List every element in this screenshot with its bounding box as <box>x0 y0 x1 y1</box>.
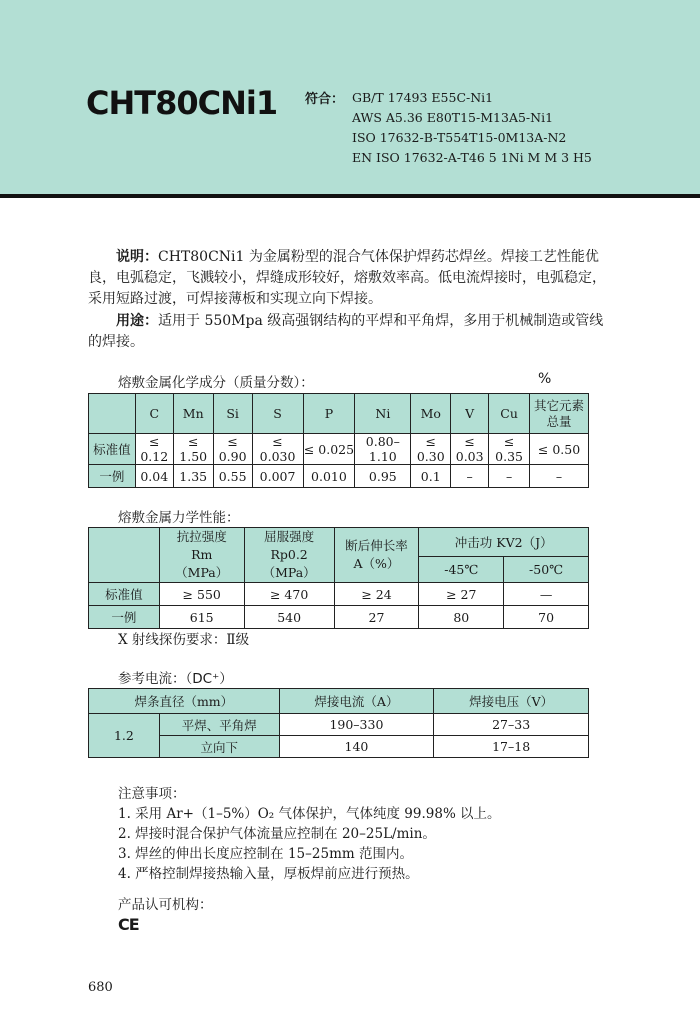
current-header-voltage: 焊接电压（V） <box>434 689 589 714</box>
chem-cell: – <box>489 465 530 488</box>
chem-cell: 0.04 <box>135 465 173 488</box>
mech-cell: ≥ 24 <box>334 583 419 606</box>
header-divider <box>0 194 700 198</box>
chem-header-cell: S <box>252 394 303 434</box>
product-title: CHT80CNi1 <box>86 84 278 122</box>
current-header-amperage: 焊接电流（A） <box>279 689 434 714</box>
current-cell: 190–330 <box>279 714 434 736</box>
mech-cell: — <box>504 583 589 606</box>
mech-cell: 615 <box>159 606 244 629</box>
chem-header-cell: V <box>451 394 489 434</box>
mech-row-standard <box>89 583 589 606</box>
mech-header-row <box>89 528 589 557</box>
current-header-row <box>89 689 589 714</box>
ce-mark-icon: CE <box>118 915 139 934</box>
standard-item: AWS A5.36 E80T15-M13A5-Ni1 <box>352 110 554 125</box>
standard-item: ISO 17632-B-T554T15-0M13A-N2 <box>352 130 567 145</box>
mech-cell: 标准值 <box>89 583 160 606</box>
notes-section <box>118 784 501 884</box>
chem-cell: 0.95 <box>355 465 411 488</box>
chem-cell: 0.1 <box>411 465 451 488</box>
chem-row-standard <box>89 434 589 465</box>
chem-header-row <box>89 394 589 434</box>
chem-cell: 0.010 <box>303 465 355 488</box>
mech-header-elongation: 断后伸长率 A（%） <box>334 528 419 583</box>
note-item: 2. 焊接时混合保护气体流量应控制在 20–25L/min。 <box>118 826 436 842</box>
chem-cell: 1.35 <box>173 465 213 488</box>
current-row <box>89 714 589 736</box>
mech-cell: ≥ 550 <box>159 583 244 606</box>
chem-cell: 一例 <box>89 465 136 488</box>
mech-cell: ≥ 27 <box>419 583 504 606</box>
current-title: 参考电流：（DC⁺） <box>118 671 233 687</box>
chem-header-cell: Mo <box>411 394 451 434</box>
current-diameter: 1.2 <box>89 714 160 758</box>
chem-cell: ≤ 0.03 <box>451 434 489 465</box>
chem-cell: ≤ 0.025 <box>303 434 355 465</box>
current-table <box>88 688 589 758</box>
mech-header-yield: 屈服强度 Rp0.2（MPa） <box>244 528 334 583</box>
current-cell: 27–33 <box>434 714 589 736</box>
note-item: 3. 焊丝的伸出长度应控制在 15–25mm 范围内。 <box>118 846 413 862</box>
note-item: 4. 严格控制焊接热输入量，厚板焊前应进行预热。 <box>118 866 419 882</box>
chem-row-example <box>89 465 589 488</box>
description-label: 说明： <box>116 249 158 265</box>
chem-cell: 标准值 <box>89 434 136 465</box>
current-position: 立向下 <box>159 736 279 758</box>
use-text: 适用于 550Mpa 级高强钢结构的平焊和平角焊，多用于机械制造或管线的焊接。 <box>88 313 604 350</box>
chem-header-cell: Cu <box>489 394 530 434</box>
mech-header-temp1: -45℃ <box>419 556 504 582</box>
chem-cell: ≤ 0.30 <box>411 434 451 465</box>
chem-cell: 0.55 <box>213 465 252 488</box>
conform-label: 符合： <box>305 92 345 107</box>
mech-cell: ≥ 470 <box>244 583 334 606</box>
chem-cell: ≤ 1.50 <box>173 434 213 465</box>
chem-cell: 0.80–1.10 <box>355 434 411 465</box>
use-paragraph <box>88 311 608 353</box>
mech-header-temp2: -50℃ <box>504 556 589 582</box>
mech-table <box>88 527 589 629</box>
mech-cell: 70 <box>504 606 589 629</box>
standard-item: GB/T 17493 E55C-Ni1 <box>352 90 494 105</box>
current-position: 平焊、平角焊 <box>159 714 279 736</box>
chem-title: 熔敷金属化学成分（质量分数）： <box>118 375 314 391</box>
description-text: CHT80CNi1 为金属粉型的混合气体保护焊药芯焊丝。焊接工艺性能优良，电弧稳定，飞溅较小，焊缝成形较好，熔敷效率高。低电流焊接时，电弧稳定，采用短路过渡，可焊接薄板和实现立向下焊接。 <box>88 249 606 307</box>
mech-header-tensile: 抗拉强度 Rm（MPa） <box>159 528 244 583</box>
chem-header-cell: Mn <box>173 394 213 434</box>
current-row <box>89 736 589 758</box>
chem-header-cell: Ni <box>355 394 411 434</box>
notes-title: 注意事项： <box>118 786 186 802</box>
standards-list <box>352 88 592 168</box>
current-header-diameter: 焊条直径（mm） <box>89 689 280 714</box>
mech-header-blank <box>89 528 160 583</box>
chem-header-cell: Si <box>213 394 252 434</box>
description-paragraph <box>88 247 608 310</box>
mech-cell: 540 <box>244 606 334 629</box>
xray-requirement: X 射线探伤要求：Ⅱ级 <box>118 632 250 648</box>
mech-cell: 一例 <box>89 606 160 629</box>
chem-header-cell: C <box>135 394 173 434</box>
standard-item: EN ISO 17632-A-T46 5 1Ni M M 3 H5 <box>352 150 592 165</box>
chem-cell: ≤ 0.030 <box>252 434 303 465</box>
mech-title: 熔敷金属力学性能： <box>118 510 240 526</box>
mech-row-example <box>89 606 589 629</box>
chem-header-cell: 其它元素总量 <box>530 394 589 434</box>
current-cell: 17–18 <box>434 736 589 758</box>
use-label: 用途： <box>116 313 158 329</box>
mech-header-impact: 冲击功 KV2（J） <box>419 528 589 557</box>
chem-cell: ≤ 0.35 <box>489 434 530 465</box>
chem-cell: ≤ 0.90 <box>213 434 252 465</box>
chem-header-cell: P <box>303 394 355 434</box>
mech-cell: 27 <box>334 606 419 629</box>
chem-cell: – <box>451 465 489 488</box>
chem-cell: ≤ 0.12 <box>135 434 173 465</box>
chem-cell: 0.007 <box>252 465 303 488</box>
approval-title: 产品认可机构： <box>118 897 213 913</box>
chem-header-cell <box>89 394 136 434</box>
chem-unit: % <box>538 371 552 387</box>
current-cell: 140 <box>279 736 434 758</box>
page-number: 680 <box>88 980 113 995</box>
chem-table <box>88 393 589 488</box>
chem-cell: – <box>530 465 589 488</box>
mech-cell: 80 <box>419 606 504 629</box>
chem-cell: ≤ 0.50 <box>530 434 589 465</box>
note-item: 1. 采用 Ar+（1–5%）O₂ 气体保护，气体纯度 99.98% 以上。 <box>118 806 501 822</box>
